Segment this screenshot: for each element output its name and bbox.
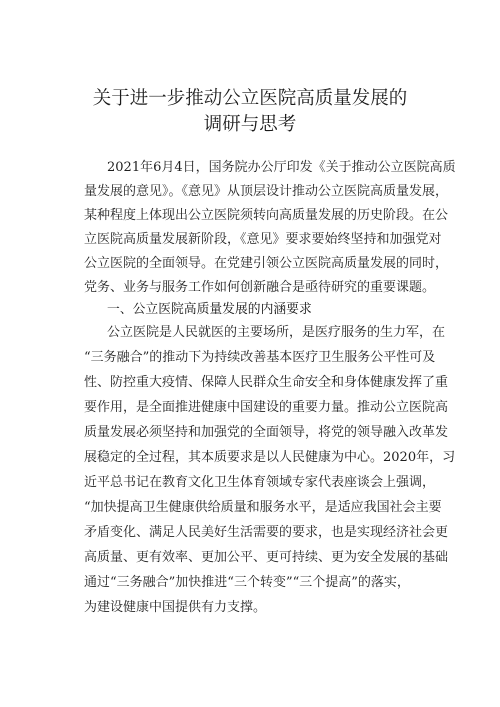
section-1-line-4: 要作用，是全面推进健康中国建设的重要力量。推动公立医院高	[84, 400, 449, 415]
section-1-line-6: 展稳定的全过程，其本质要求是以人民健康为中心。2020年，习	[84, 450, 456, 465]
intro-line-4: 立医院高质量发展新阶段，《意见》要求要始终坚持和加强党对	[84, 232, 442, 247]
section-1-line-7: 近平总书记在教育文化卫生体育领域专家代表座谈会上强调，	[84, 475, 436, 490]
intro-line-2: 量发展的意见》。《意见》从顶层设计推动公立医院高质量发展，	[84, 184, 449, 199]
section-1-heading: 一、公立医院高质量发展的内涵要求	[107, 302, 312, 317]
section-1-line-1: 公立医院是人民就医的主要场所，是医疗服务的生力军，在	[107, 325, 446, 340]
section-1-line-2: “三务融合”的推动下为持续改善基本医疗卫生服务公平性可及	[84, 350, 436, 365]
document-title-line-2: 调研与思考	[203, 114, 297, 135]
intro-line-6: 党务、业务与服务工作如何创新融合是亟待研究的重要课题。	[84, 280, 436, 295]
section-1-line-9: 矛盾变化、满足人民美好生活需要的要求，也是实现经济社会更	[84, 525, 449, 540]
section-1-line-12: 为建设健康中国提供有力支撑。	[84, 600, 267, 615]
intro-line-1: 2021年6月4日，国务院办公厅印发《关于推动公立医院高质	[107, 160, 456, 175]
section-1-line-3: 性、防控重大疫情、保障人民群众生命安全和身体健康发挥了重	[84, 375, 449, 390]
section-1-line-5: 质量发展必须坚持和加强党的全面领导，将党的领导融入改革发	[84, 425, 449, 440]
intro-line-5: 公立医院的全面领导。在党建引领公立医院高质量发展的同时，	[84, 256, 449, 271]
section-1-line-8: “加快提高卫生健康供给质量和服务水平，是适应我国社会主要	[84, 500, 442, 515]
section-1-line-10: 高质量、更有效率、更加公平、更可持续、更为安全发展的基础	[84, 550, 449, 565]
intro-line-3: 某种程度上体现出公立医院须转向高质量发展的历史阶段。在公	[84, 208, 449, 223]
document-title-line-1: 关于进一步推动公立医院高质量发展的	[92, 88, 408, 109]
section-1-line-11: 通过“三务融合”加快推进“三个转变”“三个提高”的落实，	[84, 575, 410, 590]
